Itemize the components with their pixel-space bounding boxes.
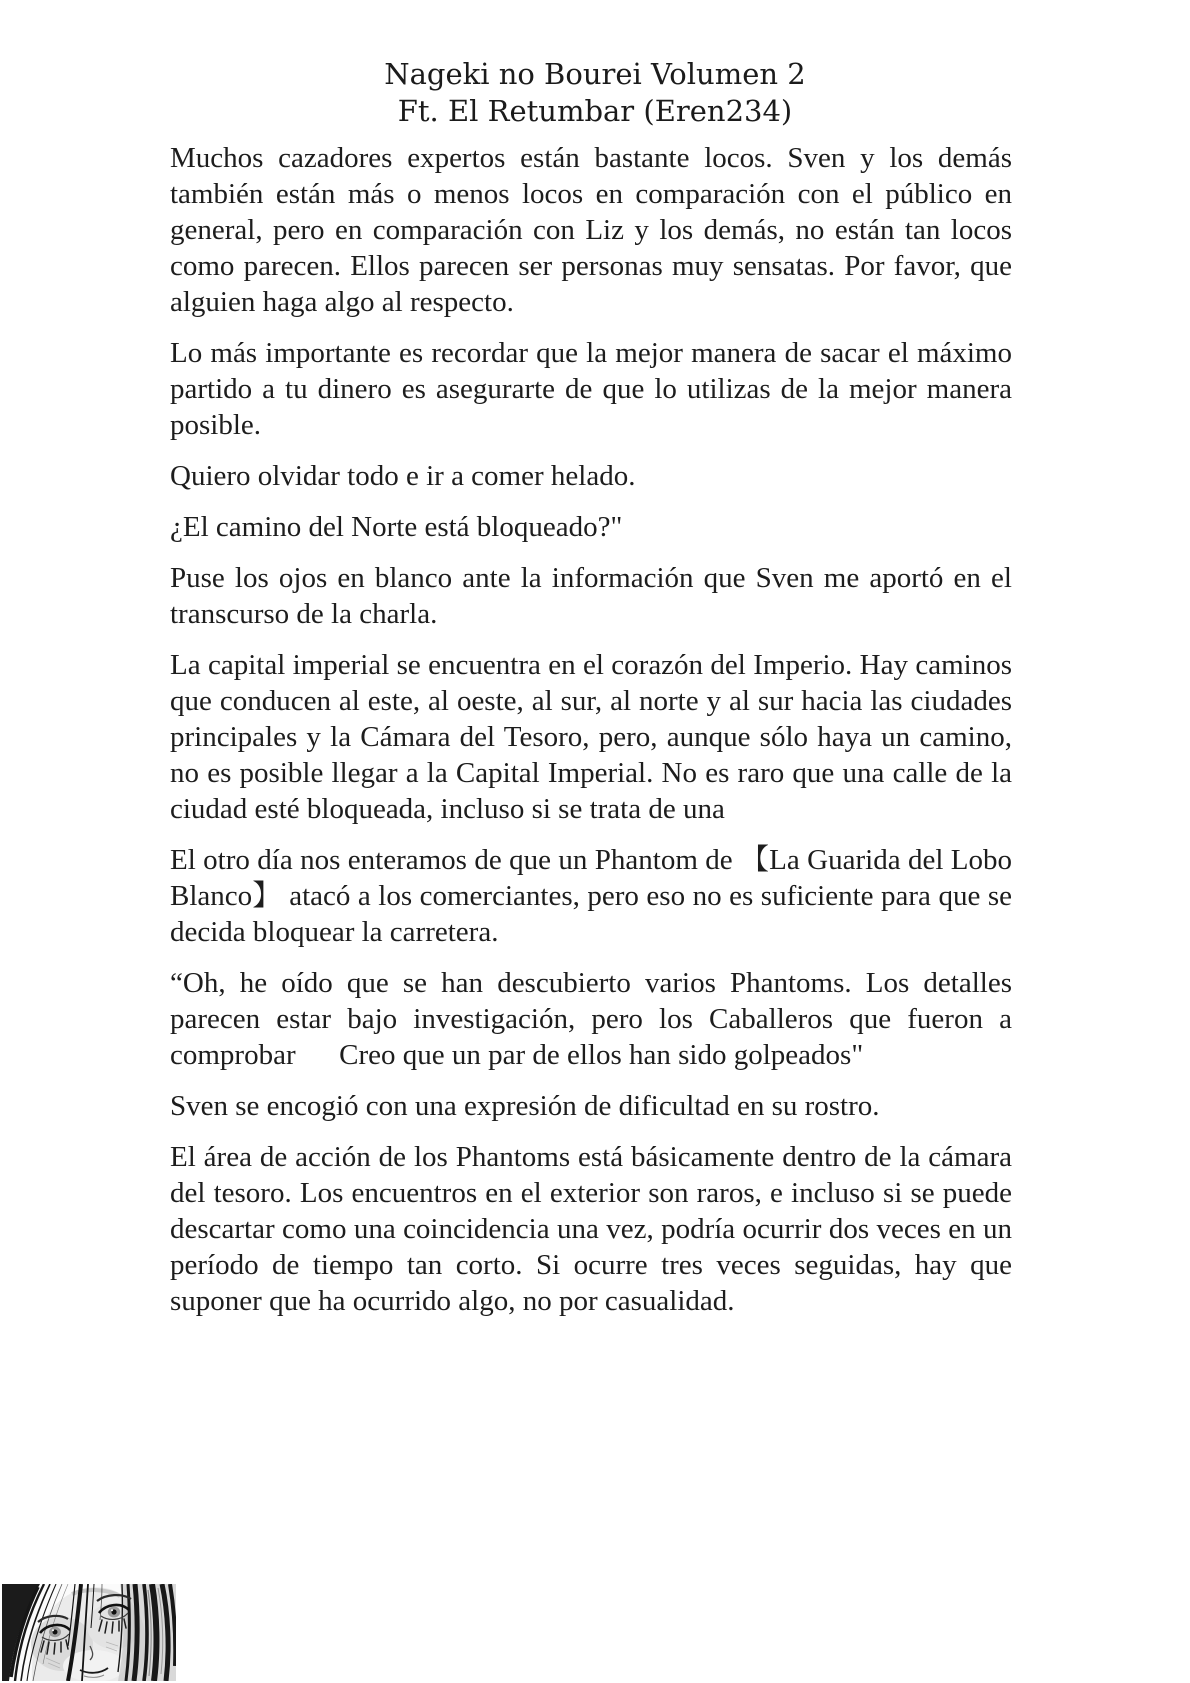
paragraph-6: La capital imperial se encuentra en el corazón del Imperio. Hay caminos que conducen al este, al oeste, al sur, al norte y al sur hacia las ciudades principales y la Cámara del Tesoro, pero, aunque sólo haya un camino, no es posible llegar a la Capital Imperial. No es raro que una calle de la ciudad esté bloqueada, incluso si se trata de una xyxy=(170,649,1012,825)
document-header xyxy=(0,56,1190,130)
paragraph-4: ¿El camino del Norte está bloqueado?" xyxy=(170,511,623,543)
paragraph-8: “Oh, he oído que se han descubierto varios Phantoms. Los detalles parecen estar bajo investigación, pero los Caballeros que fueron a comprobar Creo que un par de ellos han sido golpeados" xyxy=(170,967,1012,1071)
paragraph-2: Lo más importante es recordar que la mejor manera de sacar el máximo partido a tu dinero es asegurarte de que lo utilizas de la mejor manera posible. xyxy=(170,337,1012,441)
paragraph-1: Muchos cazadores expertos están bastante locos. Sven y los demás también están más o menos locos en comparación con el público en general, pero en comparación con Liz y los demás, no están tan locos como parecen. Ellos parecen ser personas muy sensatas. Por favor, que alguien haga algo al respecto. xyxy=(170,142,1012,318)
document-title: Nageki no Bourei Volumen 2 xyxy=(384,57,806,91)
manga-face-illustration xyxy=(2,1584,176,1681)
manga-face-image xyxy=(2,1584,176,1681)
paragraph-9: Sven se encogió con una expresión de dificultad en su rostro. xyxy=(170,1090,880,1122)
paragraph-3: Quiero olvidar todo e ir a comer helado. xyxy=(170,460,636,492)
hair-right xyxy=(118,1584,176,1681)
document-body xyxy=(170,140,1012,1319)
paragraph-10: El área de acción de los Phantoms está básicamente dentro de la cámara del tesoro. Los encuentros en el exterior son raros, e incluso si se puede descartar como una coincidencia una vez, podría ocurrir dos veces en un período de tiempo tan corto. Si ocurre tres veces seguidas, hay que suponer que ha ocurrido algo, no por casualidad. xyxy=(170,1141,1012,1317)
paragraph-5: Puse los ojos en blanco ante la información que Sven me aportó en el transcurso de la charla. xyxy=(170,562,1012,630)
paragraph-7: El otro día nos enteramos de que un Phantom de 【La Guarida del Lobo Blanco】 atacó a los comerciantes, pero eso no es suficiente para que se decida bloquear la carretera. xyxy=(170,844,1012,948)
document-subtitle: Ft. El Retumbar (Eren234) xyxy=(397,94,793,128)
